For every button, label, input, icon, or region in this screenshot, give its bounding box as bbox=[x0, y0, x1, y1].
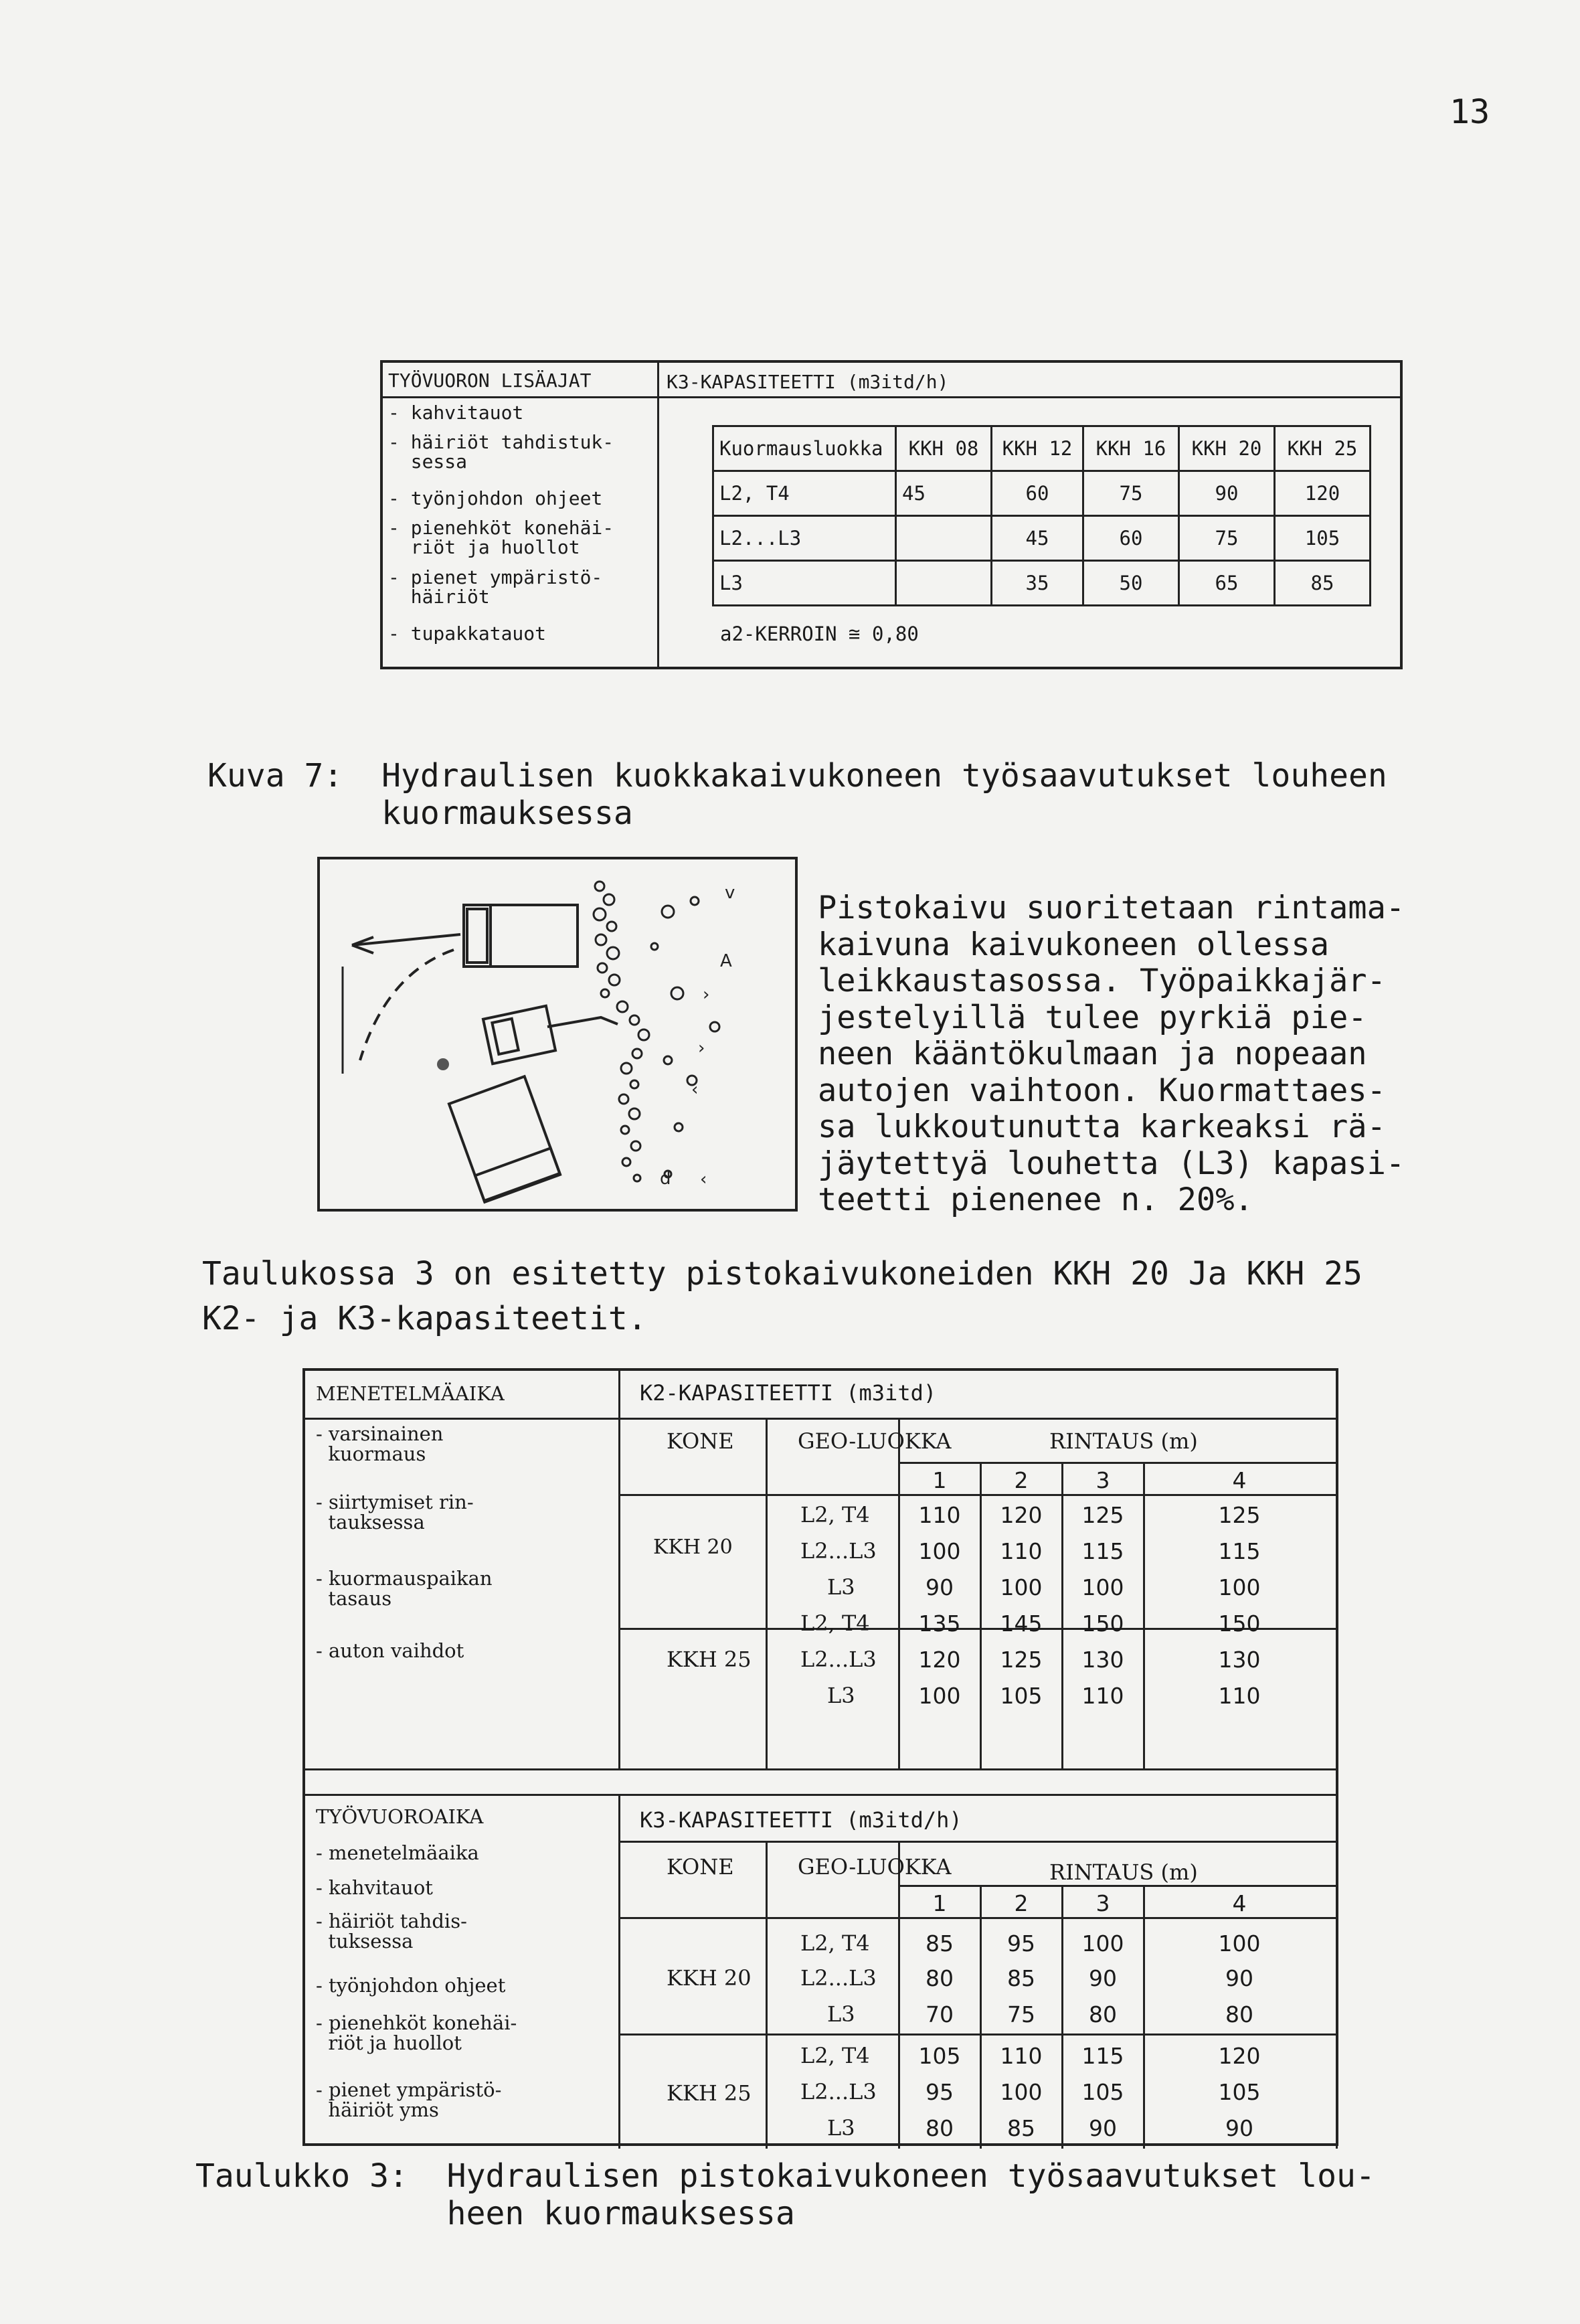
table-cell: 45 bbox=[992, 516, 1083, 561]
capacity-value: 125 bbox=[1000, 1647, 1043, 1673]
column-header: KKH 12 bbox=[992, 426, 1083, 471]
capacity-value: 120 bbox=[1000, 1502, 1043, 1528]
capacity-value: 150 bbox=[1218, 1610, 1261, 1637]
row-label: L3 bbox=[713, 561, 896, 606]
capacity-value: 120 bbox=[918, 1647, 961, 1673]
k2-capacity-header: K2-KAPASITEETTI (m3itd) bbox=[640, 1380, 937, 1406]
rintaus-value: 3 bbox=[1095, 1890, 1110, 1916]
shift-extra-item: - pienet ympäristö- häiriöt bbox=[388, 566, 603, 608]
kone-label: KKH 25 bbox=[667, 1647, 752, 1672]
kone-label: KKH 25 bbox=[667, 2080, 752, 2106]
capacity-value: 110 bbox=[1218, 1683, 1261, 1709]
table-cell: 75 bbox=[1083, 471, 1179, 516]
capacity-value: 100 bbox=[918, 1683, 961, 1709]
capacity-value: 110 bbox=[1000, 2043, 1043, 2069]
svg-text:d: d bbox=[660, 1169, 671, 1189]
excavator-loading-sketch bbox=[317, 857, 798, 1212]
capacity-value: 120 bbox=[1218, 2043, 1261, 2069]
capacity-value: 130 bbox=[1081, 1647, 1124, 1673]
shift-extra-item: - pienehköt konehäi- riöt ja huollot bbox=[388, 517, 614, 559]
paragraph-line: neen kääntökulmaan ja nopeaan bbox=[818, 1035, 1367, 1073]
capacity-value: 80 bbox=[1225, 2001, 1253, 2027]
svg-text:‹: ‹ bbox=[691, 1080, 699, 1100]
paragraph-line: autojen vaihtoon. Kuormattaes- bbox=[818, 1072, 1386, 1109]
table-cell: 90 bbox=[1179, 471, 1275, 516]
capacity-value: 85 bbox=[1007, 1965, 1035, 1991]
geo-label: L2...L3 bbox=[800, 1965, 877, 1991]
geo-label: L2...L3 bbox=[800, 2079, 877, 2104]
method-time-item: - siirtymiset rin- tauksessa bbox=[316, 1491, 474, 1533]
capacity-value: 105 bbox=[1081, 2079, 1124, 2105]
capacity-value: 100 bbox=[1000, 2079, 1043, 2105]
capacity-value: 95 bbox=[926, 2079, 954, 2105]
table-3-intro bbox=[202, 1252, 1363, 1341]
method-time-item: - auton vaihdot bbox=[316, 1639, 464, 1662]
geo-label: L3 bbox=[827, 1574, 855, 1600]
table-cell: 85 bbox=[1275, 561, 1371, 606]
kone-column-header: KONE bbox=[667, 1428, 734, 1454]
capacity-value: 125 bbox=[1081, 1502, 1124, 1528]
page-number: 13 bbox=[1450, 92, 1490, 131]
capacity-value: 100 bbox=[1218, 1930, 1261, 1957]
capacity-value: 80 bbox=[926, 1965, 954, 1991]
svg-text:‹: ‹ bbox=[700, 1169, 707, 1189]
table-cell: 35 bbox=[992, 561, 1083, 606]
rintaus-value: 2 bbox=[1014, 1467, 1029, 1493]
column-header: KKH 25 bbox=[1275, 426, 1371, 471]
rintaus-value: 4 bbox=[1232, 1890, 1247, 1916]
table-cell: 50 bbox=[1083, 561, 1179, 606]
kone-label: KKH 20 bbox=[667, 1965, 752, 1991]
shift-time-item: - kahvitauot bbox=[316, 1876, 433, 1899]
shift-time-item: - työnjohdon ohjeet bbox=[316, 1974, 506, 1997]
capacity-value: 90 bbox=[1225, 2115, 1253, 2141]
rintaus-value: 1 bbox=[932, 1467, 947, 1493]
capacity-value: 125 bbox=[1218, 1502, 1261, 1528]
capacity-value: 105 bbox=[1000, 1683, 1043, 1709]
column-header: KKH 20 bbox=[1179, 426, 1275, 471]
capacity-value: 135 bbox=[918, 1610, 961, 1637]
capacity-value: 130 bbox=[1218, 1647, 1261, 1673]
k3-capacity-header: K3-KAPASITEETTI (m3itd/h) bbox=[667, 371, 949, 393]
shift-time-item: - häiriöt tahdis- tuksessa bbox=[316, 1910, 467, 1953]
table-row bbox=[713, 471, 1371, 516]
k3-left-header: TYÖVUOROAIKA bbox=[316, 1805, 484, 1828]
table-cell: 60 bbox=[1083, 516, 1179, 561]
capacity-value: 115 bbox=[1218, 1538, 1261, 1564]
table-row bbox=[713, 516, 1371, 561]
capacity-value: 100 bbox=[1081, 1574, 1124, 1600]
geo-label: L2, T4 bbox=[800, 2043, 870, 2068]
table-cell: 60 bbox=[992, 471, 1083, 516]
capacity-value: 100 bbox=[1081, 1930, 1124, 1957]
capacity-value: 105 bbox=[918, 2043, 961, 2069]
capacity-value: 110 bbox=[1081, 1683, 1124, 1709]
column-header: KKH 16 bbox=[1083, 426, 1179, 471]
capacity-value: 145 bbox=[1000, 1610, 1043, 1637]
capacity-value: 95 bbox=[1007, 1930, 1035, 1957]
table-cell: 75 bbox=[1179, 516, 1275, 561]
paragraph-line: jestelyillä tulee pyrkiä pie- bbox=[818, 999, 1367, 1036]
kone-column-header: KONE bbox=[667, 1854, 734, 1880]
geo-label: L2, T4 bbox=[800, 1930, 870, 1956]
capacity-value: 90 bbox=[926, 1574, 954, 1600]
geo-label: L3 bbox=[827, 1683, 855, 1708]
rintaus-column-header: RINTAUS (m) bbox=[1049, 1859, 1198, 1885]
svg-text:A: A bbox=[720, 951, 732, 971]
method-time-item: - varsinainen kuormaus bbox=[316, 1422, 444, 1465]
capacity-value: 100 bbox=[918, 1538, 961, 1564]
k3-capacity-table-kuokka bbox=[380, 360, 1403, 669]
rintaus-value: 1 bbox=[932, 1890, 947, 1916]
capacity-value: 105 bbox=[1218, 2079, 1261, 2105]
shift-extra-header: TYÖVUORON LISÄAJAT bbox=[388, 369, 592, 392]
capacity-value: 80 bbox=[1089, 2001, 1117, 2027]
table-cell bbox=[896, 516, 992, 561]
rintaus-value: 3 bbox=[1095, 1467, 1110, 1493]
intro-line: Taulukossa 3 on esitetty pistokaivukoneiden KKH 20 Ja KKH 25 bbox=[202, 1255, 1363, 1293]
paragraph-line: teetti pienenee n. 20%. bbox=[818, 1181, 1253, 1219]
loading-diagram-drawing bbox=[320, 859, 795, 1209]
geo-label: L3 bbox=[827, 2001, 855, 2027]
column-header: Kuormausluokka bbox=[713, 426, 896, 471]
a2-coefficient: a2-KERROIN ≅ 0,80 bbox=[720, 622, 919, 645]
k3-capacity-header: K3-KAPASITEETTI (m3itd/h) bbox=[640, 1807, 962, 1833]
capacity-value: 100 bbox=[1218, 1574, 1261, 1600]
table-3-capacities bbox=[302, 1368, 1338, 2146]
rintaus-value: 4 bbox=[1232, 1467, 1247, 1493]
column-header: KKH 08 bbox=[896, 426, 992, 471]
intro-line: K2- ja K3-kapasiteetit. bbox=[202, 1300, 647, 1338]
shift-time-item: - pienehköt konehäi- riöt ja huollot bbox=[316, 2011, 517, 2054]
method-time-item: - kuormauspaikan tasaus bbox=[316, 1567, 493, 1610]
shift-extra-item: - häiriöt tahdistuk- sessa bbox=[388, 431, 614, 473]
paragraph-line: sa lukkoutunutta karkeaksi rä- bbox=[818, 1108, 1386, 1146]
table-row bbox=[713, 426, 1371, 471]
rintaus-value: 2 bbox=[1014, 1890, 1029, 1916]
capacity-value: 90 bbox=[1089, 1965, 1117, 1991]
geo-label: L3 bbox=[827, 2115, 855, 2141]
geo-column-header: GEO-LUOKKA bbox=[798, 1428, 952, 1454]
paragraph-line: leikkaustasossa. Työpaikkajär- bbox=[818, 963, 1386, 1000]
shift-time-item: - pienet ympäristö- häiriöt yms bbox=[316, 2078, 502, 2121]
rintaus-column-header: RINTAUS (m) bbox=[1049, 1428, 1198, 1454]
table-cell bbox=[896, 561, 992, 606]
k3-capacity-grid bbox=[712, 425, 1371, 606]
geo-label: L2...L3 bbox=[800, 1647, 877, 1672]
capacity-value: 115 bbox=[1081, 2043, 1124, 2069]
capacity-value: 90 bbox=[1225, 1965, 1253, 1991]
capacity-value: 90 bbox=[1089, 2115, 1117, 2141]
paragraph-line: jäytettyä louhetta (L3) kapasi- bbox=[818, 1145, 1405, 1182]
capacity-value: 110 bbox=[1000, 1538, 1043, 1564]
table-3-caption: Taulukko 3: Hydraulisen pistokaivukoneen työsaavutukset lou- heen kuormauksessa bbox=[195, 2157, 1375, 2232]
kone-label: KKH 20 bbox=[653, 1536, 733, 1559]
pistokaivu-paragraph bbox=[818, 890, 1405, 1219]
shift-extra-item: - kahvitauot bbox=[388, 402, 524, 424]
row-label: L2...L3 bbox=[713, 516, 896, 561]
svg-text:v: v bbox=[725, 883, 735, 903]
capacity-value: 80 bbox=[926, 2115, 954, 2141]
figure-7-caption: Kuva 7: Hydraulisen kuokkakaivukoneen työsaavutukset louheen kuormauksessa bbox=[207, 757, 1387, 832]
capacity-value: 85 bbox=[926, 1930, 954, 1957]
capacity-value: 85 bbox=[1007, 2115, 1035, 2141]
table-cell: 45 bbox=[896, 471, 992, 516]
table-cell: 105 bbox=[1275, 516, 1371, 561]
shift-time-item: - menetelmäaika bbox=[316, 1841, 479, 1864]
table-cell: 120 bbox=[1275, 471, 1371, 516]
row-label: L2, T4 bbox=[713, 471, 896, 516]
capacity-value: 115 bbox=[1081, 1538, 1124, 1564]
capacity-value: 75 bbox=[1007, 2001, 1035, 2027]
geo-label: L2, T4 bbox=[800, 1610, 870, 1636]
shift-extra-item: - työnjohdon ohjeet bbox=[388, 487, 603, 509]
geo-label: L2, T4 bbox=[800, 1502, 870, 1527]
capacity-value: 100 bbox=[1000, 1574, 1043, 1600]
capacity-value: 150 bbox=[1081, 1610, 1124, 1637]
svg-text:›: › bbox=[703, 985, 710, 1005]
table-row bbox=[713, 561, 1371, 606]
geo-label: L2...L3 bbox=[800, 1538, 877, 1564]
table-cell: 65 bbox=[1179, 561, 1275, 606]
capacity-value: 110 bbox=[918, 1502, 961, 1528]
paragraph-line: Pistokaivu suoritetaan rintama- bbox=[818, 890, 1405, 926]
k2-left-header: MENETELMÄAIKA bbox=[316, 1382, 505, 1405]
capacity-value: 70 bbox=[926, 2001, 954, 2027]
shift-extra-item: - tupakkatauot bbox=[388, 622, 547, 645]
paragraph-line: kaivuna kaivukoneen ollessa bbox=[818, 926, 1330, 963]
geo-column-header: GEO-LUOKKA bbox=[798, 1854, 952, 1880]
svg-text:›: › bbox=[698, 1038, 705, 1058]
